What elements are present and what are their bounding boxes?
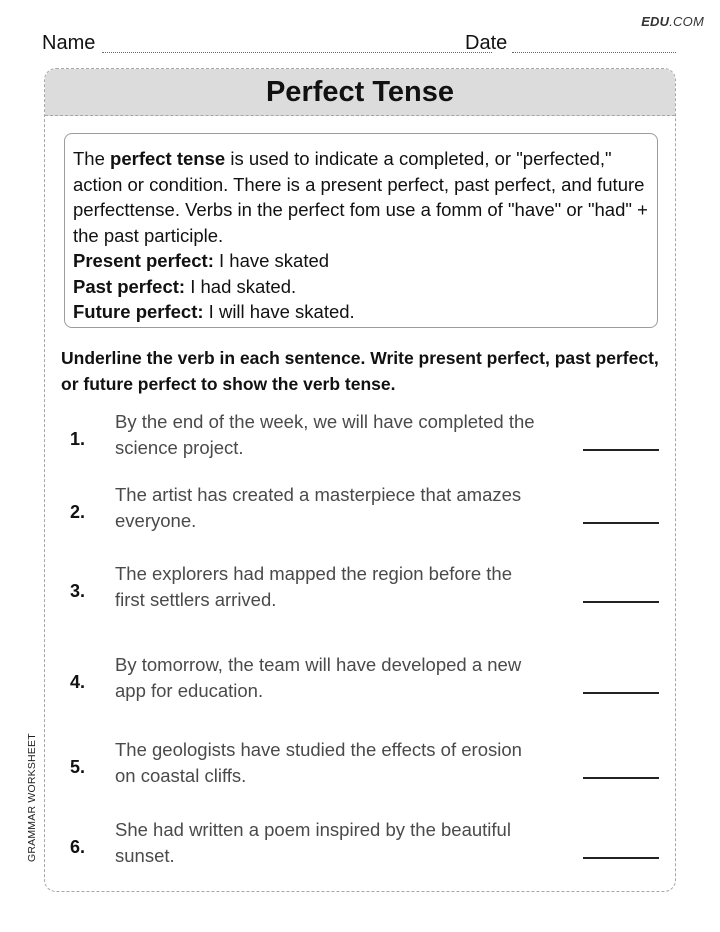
- question-number: 2.: [70, 501, 86, 522]
- answer-blank[interactable]: [583, 449, 659, 451]
- info-box: [64, 133, 658, 328]
- name-date-row: [42, 32, 676, 56]
- example-label: Present perfect:: [73, 250, 214, 271]
- date-field[interactable]: [512, 52, 676, 53]
- question-text: By the end of the week, we will have completed the science project.: [115, 411, 535, 458]
- date-label: Date: [465, 32, 508, 54]
- side-label: GRAMMAR WORKSHEET: [26, 733, 38, 862]
- question-2: [69, 482, 659, 542]
- worksheet-panel: [44, 68, 676, 892]
- question-1: [69, 409, 659, 469]
- example-text: I will have skated.: [203, 301, 355, 322]
- question-number: 1.: [70, 428, 86, 449]
- answer-blank[interactable]: [583, 777, 659, 779]
- question-text: The artist has created a masterpiece that amazes everyone.: [115, 484, 522, 531]
- instructions: Underline the verb in each sentence. Write present perfect, past perfect, or future perfect to show the verb tense.: [61, 348, 659, 394]
- info-example-past: [73, 274, 649, 300]
- name-field[interactable]: [102, 52, 492, 53]
- info-definition-term: perfect tense: [110, 148, 226, 169]
- question-text: The geologists have studied the effects of erosion on coastal cliffs.: [115, 739, 522, 786]
- info-example-present: [73, 248, 649, 274]
- question-number: 6.: [70, 836, 86, 857]
- example-text: I had skated.: [185, 275, 297, 297]
- example-text: I have skated: [213, 250, 330, 271]
- info-definition-pre: The: [73, 148, 111, 169]
- question-3: [69, 561, 659, 621]
- example-label: Future perfect:: [73, 301, 204, 322]
- question-text: The explorers had mapped the region before the first settlers arrived.: [115, 563, 512, 610]
- brand-logo: [641, 14, 704, 29]
- page-title: Perfect Tense: [265, 75, 455, 108]
- example-label: Past perfect:: [73, 275, 186, 297]
- question-number: 5.: [70, 756, 86, 777]
- answer-blank[interactable]: [583, 522, 659, 524]
- question-4: [69, 652, 659, 712]
- question-text: By tomorrow, the team will have developed a new app for education.: [115, 654, 522, 701]
- answer-blank[interactable]: [583, 857, 659, 859]
- worksheet-header: [45, 69, 675, 116]
- question-text: She had written a poem inspired by the beautiful sunset.: [115, 819, 511, 866]
- name-label: Name: [42, 32, 96, 54]
- question-6: [69, 817, 659, 877]
- info-definition-body: is used to indicate a completed, or "perfected," action or condition. There is a present perfect, past perfect, and future perfecttense. Verbs in the perfect fom use a fomm of "have" or "had" + the past participle.: [73, 148, 648, 246]
- info-example-future: [73, 299, 649, 325]
- brand-logo-bold: EDU: [641, 14, 670, 29]
- answer-blank[interactable]: [583, 601, 659, 603]
- info-definition: [73, 146, 649, 248]
- brand-logo-suffix: .COM: [669, 14, 704, 29]
- question-number: 3.: [70, 580, 86, 601]
- answer-blank[interactable]: [583, 692, 659, 694]
- question-5: [69, 737, 659, 797]
- question-number: 4.: [70, 671, 86, 692]
